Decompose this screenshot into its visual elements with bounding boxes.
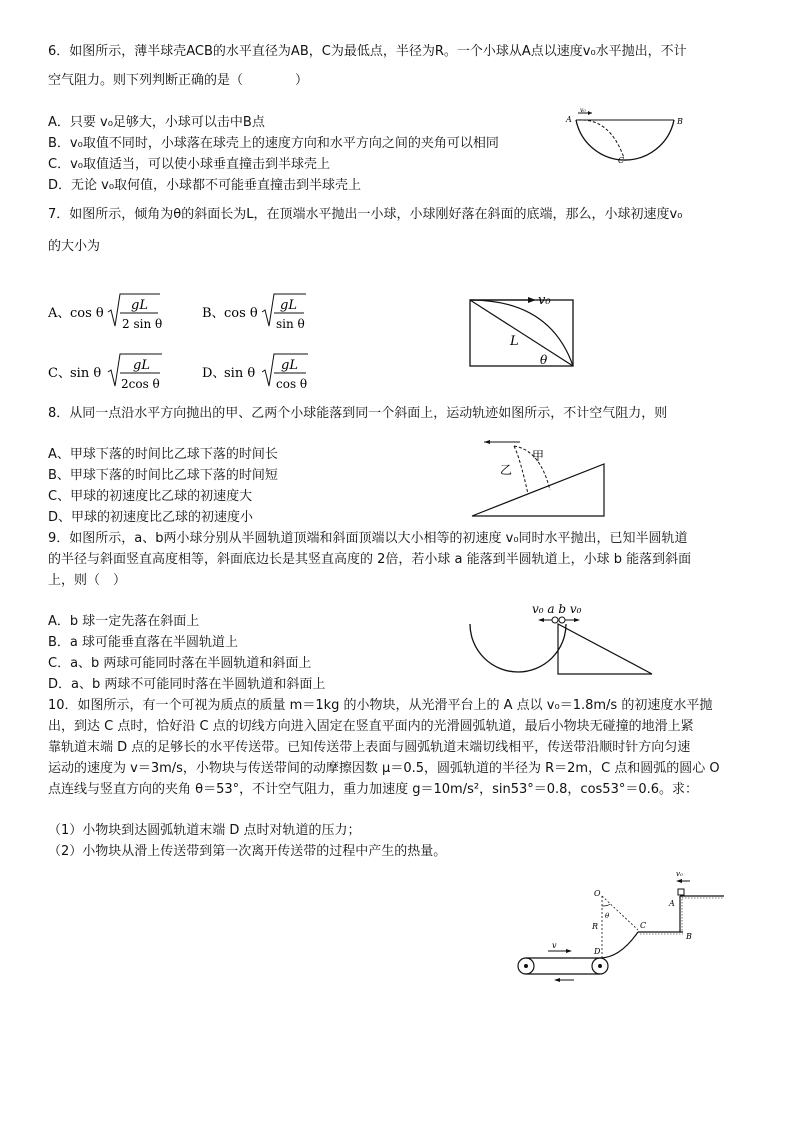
q7-option-a-num: gL: [131, 298, 148, 313]
q7-stem-line1: 7．如图所示，倾角为θ的斜面长为L，在顶端水平抛出一小球，小球刚好落在斜面的底端，那么，小球初速度v₀: [48, 207, 683, 222]
q7-option-b-letter: B、: [202, 306, 225, 321]
q10-label-b: B: [686, 932, 692, 941]
q6-stem-line1: 6．如图所示，薄半球壳ACB的水平直径为AB，C为最低点，半径为R。一个小球从A点以速度v₀水平抛出，不计: [48, 44, 687, 59]
q7-option-c-den: 2cos θ: [121, 377, 160, 391]
q10-label-d: D: [594, 947, 601, 956]
q10-label-r: R: [592, 922, 599, 931]
q7-option-b-trig: cos θ: [224, 306, 258, 321]
q7-option-d-trig: sin θ: [224, 366, 256, 381]
q8-option-c: C、甲球的初速度比乙球的初速度大: [48, 489, 253, 504]
q7-incline-figure: [460, 292, 590, 376]
q8-option-b: B、甲球下落的时间比乙球下落的时间短: [48, 468, 278, 483]
q7-label-v0: v₀: [538, 293, 551, 308]
q10-label-o: O: [594, 889, 601, 898]
q7-option-a-letter: A、: [48, 306, 71, 321]
q7-option-c-letter: C、: [48, 366, 71, 381]
q8-option-d: D、甲球的初速度比乙球的初速度小: [48, 510, 254, 525]
q7-option-d-letter: D、: [202, 366, 226, 381]
q6-hemisphere-figure: [560, 108, 690, 178]
q7-option-c-num: gL: [133, 358, 150, 373]
q7-option-a-trig: cos θ: [70, 306, 104, 321]
q9-stem-line2: 的半径与斜面竖直高度相等，斜面底边长是其竖直高度的 2倍，若小球 a 能落到半圆轨道上，小球 b 能落到斜面: [48, 552, 692, 567]
q7-option-d-num: gL: [281, 358, 298, 373]
q9-option-b: B．a 球可能垂直落在半圆轨道上: [48, 635, 239, 650]
q10-block: [678, 889, 684, 895]
q10-line-4: 运动的速度为 v＝3m/s，小物块与传送带间的动摩擦因数 μ＝0.5，圆弧轨道的半径为 R＝2m，C 点和圆弧的圆心 O: [48, 761, 720, 776]
q10-label-theta: θ: [605, 912, 610, 920]
q6-stem-line2: 空气阻力。则下列判断正确的是（ ）: [48, 73, 309, 88]
q9-stem-line1: 9．如图所示，a、b两小球分别从半圆轨道顶端和斜面顶端以大小相等的初速度 v₀同时水平抛出，已知半圆轨道: [48, 531, 688, 546]
q7-label-theta: θ: [540, 353, 548, 367]
q10-line-3: 靠轨道末端 D 点的足够长的水平传送带。已知传送带上表面与圆弧轨道末端切线相平，传送带沿顺时针方向匀速: [48, 740, 691, 755]
q6-label-a: A: [566, 115, 572, 124]
q7-option-c: [48, 350, 188, 400]
q7-option-c-trig: sin θ: [70, 366, 102, 381]
q10-label-c: C: [640, 921, 647, 930]
q6-hemisphere-arc: [576, 120, 674, 160]
q7-option-a: [48, 290, 188, 340]
q8-incline: [472, 464, 604, 516]
q8-incline-figure: [470, 432, 610, 518]
q9-option-d: D．a、b 两球不可能同时落在半圆轨道和斜面上: [48, 677, 326, 692]
q10-label-v: v: [552, 941, 557, 950]
q10-arc-track: [600, 932, 638, 958]
q10-sub-question-1: （1）小物块到达圆弧轨道末端 D 点时对轨道的压力；: [48, 823, 361, 838]
q9-label-top: v₀ a b v₀: [532, 602, 582, 616]
q8-label-jia: 甲: [532, 449, 545, 463]
q10-sub-question-2: （2）小物块从滑上传送带到第一次离开传送带的过程中产生的热量。: [48, 844, 447, 859]
q10-line-2: 出，到达 C 点时，恰好沿 C 点的切线方向进入固定在竖直平面内的光滑圆弧轨道，最后小物块无碰撞的地滑上紧: [48, 719, 694, 734]
q8-stem: 8．从同一点沿水平方向抛出的甲、乙两个小球能落到同一个斜面上，运动轨迹如图所示，不计空气阻力，则: [48, 406, 668, 421]
q8-option-a: A、甲球下落的时间比乙球下落的时间长: [48, 447, 278, 462]
q6-label-v0: v₀: [580, 108, 586, 114]
q8-label-yi: 乙: [500, 463, 513, 477]
q10-label-v0: v₀: [676, 870, 683, 878]
q10-figure: [508, 866, 738, 986]
q9-option-c: C．a、b 两球可能同时落在半圆轨道和斜面上: [48, 656, 312, 671]
q6-label-b: B: [677, 117, 683, 126]
q7-stem-line2: 的大小为: [48, 239, 101, 254]
q9-semicircle-track: [470, 624, 566, 672]
q7-label-l: L: [510, 334, 519, 349]
q6-option-c: C．v₀取值适当，可以使小球垂直撞击到半球壳上: [48, 157, 330, 172]
q7-option-a-den: 2 sin θ: [122, 317, 163, 331]
q6-option-a: A．只要 v₀足够大，小球可以击中B点: [48, 115, 265, 130]
q7-option-b: [202, 290, 342, 340]
q6-label-c: C: [618, 156, 625, 165]
q9-option-a: A．b 球一定先落在斜面上: [48, 614, 200, 629]
q8-trajectory-yi: [514, 446, 528, 494]
q7-option-d: [202, 350, 342, 400]
q10-label-a: A: [669, 899, 675, 908]
q9-stem-line3: 上，则（ ）: [48, 573, 127, 588]
q7-option-b-num: gL: [280, 298, 297, 313]
q10-line-1: 10．如图所示，有一个可视为质点的质量 m＝1kg 的小物块，从光滑平台上的 A 点以 v₀＝1.8m/s 的初速度水平抛: [48, 698, 713, 713]
q9-figure: [462, 600, 662, 678]
q7-option-d-den: cos θ: [276, 377, 308, 391]
q7-incline-line: [470, 300, 573, 366]
q9-incline: [558, 624, 652, 674]
q7-option-b-den: sin θ: [276, 317, 305, 331]
q6-option-d: D．无论 v₀取何值，小球都不可能垂直撞击到半球壳上: [48, 178, 362, 193]
q10-line-5: 点连线与竖直方向的夹角 θ＝53°，不计空气阻力，重力加速度 g＝10m/s²，sin53°＝0.8，cos53°＝0.6。求：: [48, 782, 699, 797]
q6-option-b: B．v₀取值不同时，小球落在球壳上的速度方向和水平方向之间的夹角可以相同: [48, 136, 499, 151]
